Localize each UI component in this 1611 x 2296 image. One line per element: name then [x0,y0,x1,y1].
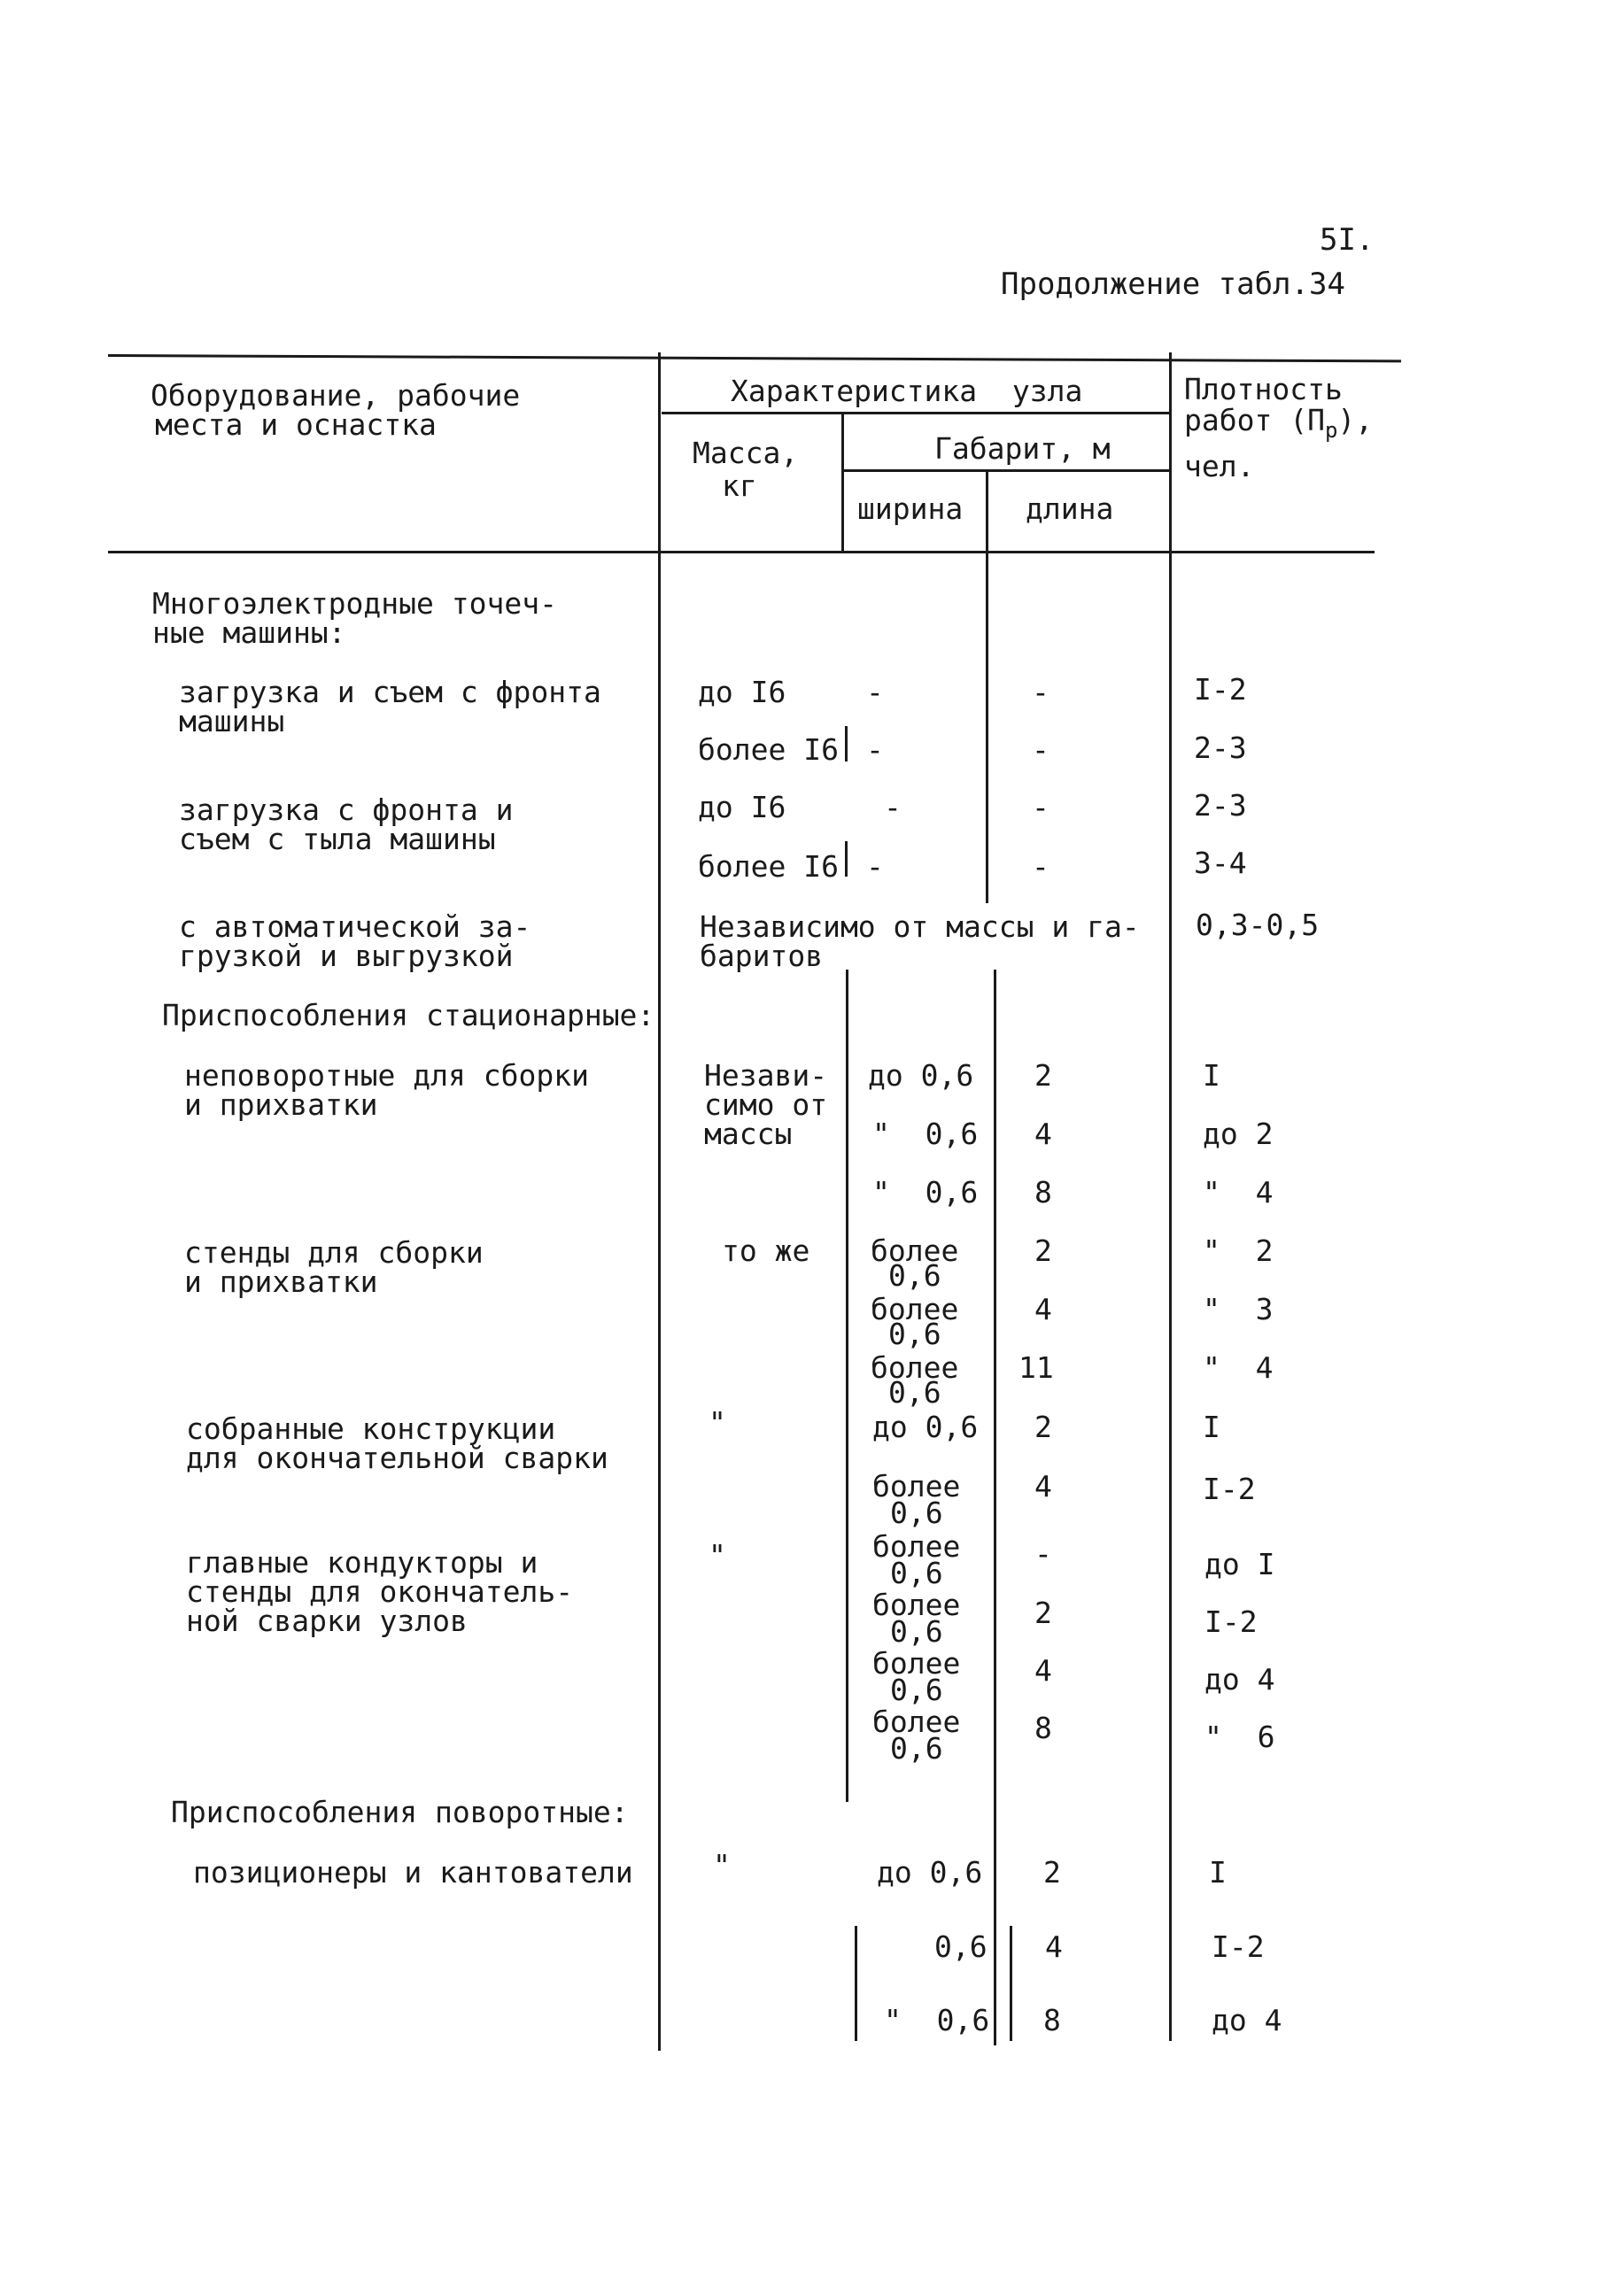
group-title-rotary: Приспособления поворотные: [171,1795,629,1829]
row7-name-line3: ной сварки узлов [186,1604,468,1638]
row3-name-line1: с автоматической за- [179,909,531,944]
row2b-length: - [1032,849,1049,884]
row7c-density: до 4 [1204,1662,1275,1697]
row4b-length: 4 [1034,1117,1052,1151]
row3-name-line2: грузкой и выгрузкой [179,939,514,973]
row1-name-line1: загрузка и съем с фронта [179,675,601,709]
header-mass-line2: кг [722,468,757,503]
row7a-density: до I [1204,1547,1275,1581]
header-density-line3: чел. [1184,449,1255,483]
row7a-length: - [1034,1536,1052,1571]
row6b-width-line2: 0,6 [890,1496,943,1530]
row3-characteristic-line2: баритов [700,939,824,973]
row6b-width-line1: более [872,1469,961,1504]
vrule-width-right-top [986,549,988,903]
row8-mass: " [713,1848,731,1882]
row1a-length: - [1032,675,1049,709]
row5c-width-line1: более [871,1350,959,1385]
row4-name-line2: и прихватки [184,1087,378,1122]
vrule-width-right-header [986,469,988,553]
row1a-mass: до I6 [698,675,786,709]
row7-name-line1: главные кондукторы и [186,1545,538,1580]
row2b-mass: более I6 [698,849,839,884]
header-width: ширина [857,491,964,526]
row1b-density: 2-3 [1194,731,1247,765]
row8b-length: 4 [1045,1929,1063,1964]
row6b-length: 4 [1034,1469,1052,1504]
row4-name-line1: неповоротные для сборки [184,1058,589,1093]
row4b-density: до 2 [1203,1117,1274,1151]
row5b-width-line2: 0,6 [888,1317,941,1351]
row8c-length: 8 [1043,2003,1061,2037]
row1-name-line2: машины [179,704,285,738]
row7b-length: 2 [1034,1596,1052,1630]
row5a-width-line2: 0,6 [888,1258,941,1293]
table-top-rule [108,354,1401,362]
vrule-width-right-r8 [1010,1926,1012,2041]
row2a-width: - [884,790,902,824]
row6-name-line1: собранные конструкции [186,1411,556,1446]
row5b-length: 4 [1034,1292,1052,1326]
vrule-mass-right-header [841,412,844,553]
header-density-subscript: р [1324,418,1338,443]
row5c-density: " 4 [1203,1350,1274,1385]
row6-name-line2: для окончательной сварки [186,1441,608,1475]
vrule-equipment-right [658,352,661,2051]
row5-name-line1: стенды для сборки [184,1235,484,1270]
header-rule-dimension [843,469,1169,472]
row1b-mass: более I6 [698,732,839,767]
row6b-density: I-2 [1203,1472,1256,1506]
row4c-density: " 4 [1203,1175,1274,1210]
row7d-density: " 6 [1204,1720,1275,1754]
row5a-length: 2 [1034,1233,1052,1268]
row7b-width-line2: 0,6 [890,1614,943,1649]
row2a-density: 2-3 [1194,788,1247,823]
row4-mass-line1: Незави- [704,1058,828,1093]
row1a-width: - [866,675,884,709]
vrule-mass-right-body [846,970,848,1802]
row8a-width: до 0,6 [877,1855,983,1890]
row2b-density: 3-4 [1194,846,1247,880]
vrule-mass-right-r8 [855,1926,857,2041]
row2b-width: - [866,849,884,884]
header-dimension: Габарит, м [934,431,1111,466]
row1a-density: I-2 [1194,672,1247,707]
row8c-width: " 0,6 [884,2003,990,2037]
row7d-width-line2: 0,6 [890,1731,943,1766]
header-density-line1: Плотность [1184,372,1343,406]
row5b-width-line1: более [871,1292,959,1326]
row7c-length: 4 [1034,1653,1052,1688]
row4-mass-line3: массы [704,1117,793,1151]
row6a-density: I [1203,1410,1220,1444]
row3-characteristic-line1: Независимо от массы и га- [700,909,1140,944]
group-title-multielectrode-line1: Многоэлектродные точеч- [152,586,557,621]
header-characteristics: Характеристика узла [731,374,1083,408]
header-density-line2: работ $(П_р)$, [1184,403,1374,443]
header-length: длина [1026,491,1114,526]
row6a-width: до 0,6 [872,1410,979,1444]
vrule-mass-right-r2b [845,841,848,877]
row8b-density: I-2 [1212,1929,1265,1964]
header-equipment-line1: Оборудование, рабочие [151,378,521,413]
row8c-density: до 4 [1212,2003,1282,2037]
row4-mass-line2: симо от [704,1087,828,1122]
header-bottom-rule [108,551,1375,553]
row6a-length: 2 [1034,1410,1052,1444]
row7d-length: 8 [1034,1711,1052,1745]
header-equipment-line2: места и оснастка [155,407,437,442]
row8b-width: 0,6 [934,1929,988,1964]
row7d-width-line1: более [872,1705,961,1739]
row7c-width-line2: 0,6 [890,1673,943,1707]
row5c-length: 11 [1018,1350,1054,1385]
row3-density: 0,3-0,5 [1196,908,1320,942]
header-mass-line1: Масса, [693,436,799,470]
row4a-density: I [1203,1058,1220,1093]
row1b-length: - [1032,732,1049,767]
row4b-width: " 0,6 [872,1117,979,1151]
row7b-width-line1: более [872,1588,961,1622]
row7c-width-line1: более [872,1646,961,1681]
row4a-length: 2 [1034,1058,1052,1093]
row5a-width-line1: более [871,1233,959,1268]
row8a-length: 2 [1043,1855,1061,1890]
row2a-length: - [1032,790,1049,824]
row5c-width-line2: 0,6 [888,1375,941,1410]
row5-name-line2: и прихватки [184,1264,378,1299]
row8-name: позиционеры и кантователи [193,1855,633,1890]
row7b-density: I-2 [1204,1604,1258,1639]
page-number: 5I. [1320,222,1375,258]
row4c-width: " 0,6 [872,1175,979,1210]
row5b-density: " 3 [1203,1292,1274,1326]
row2-name-line1: загрузка с фронта и [179,792,514,827]
row7a-width-line1: более [872,1529,961,1564]
row7-mass: " [709,1538,726,1573]
vrule-width-right-body [994,970,996,2045]
row6-mass: " [709,1405,726,1440]
vrule-mass-right-r1b [845,726,848,761]
group-title-multielectrode-line2: ные машины: [152,615,346,650]
vrule-density-left [1169,352,1172,2041]
row2-name-line2: съем с тыла машины [179,822,496,856]
row2a-mass: до I6 [698,790,786,824]
row5a-density: " 2 [1203,1233,1274,1268]
row4c-length: 8 [1034,1175,1052,1210]
group-title-stationary: Приспособления стационарные: [162,998,655,1032]
row1b-width: - [866,732,884,767]
row7a-width-line2: 0,6 [890,1556,943,1590]
header-rule-characteristics [662,412,1169,414]
table-continuation-caption: Продолжение табл.34 [1001,267,1345,302]
row8a-density: I [1209,1855,1227,1890]
row5-mass: то же [722,1233,810,1268]
row7-name-line2: стенды для окончатель- [186,1574,574,1609]
row4a-width: до 0,6 [868,1058,974,1093]
